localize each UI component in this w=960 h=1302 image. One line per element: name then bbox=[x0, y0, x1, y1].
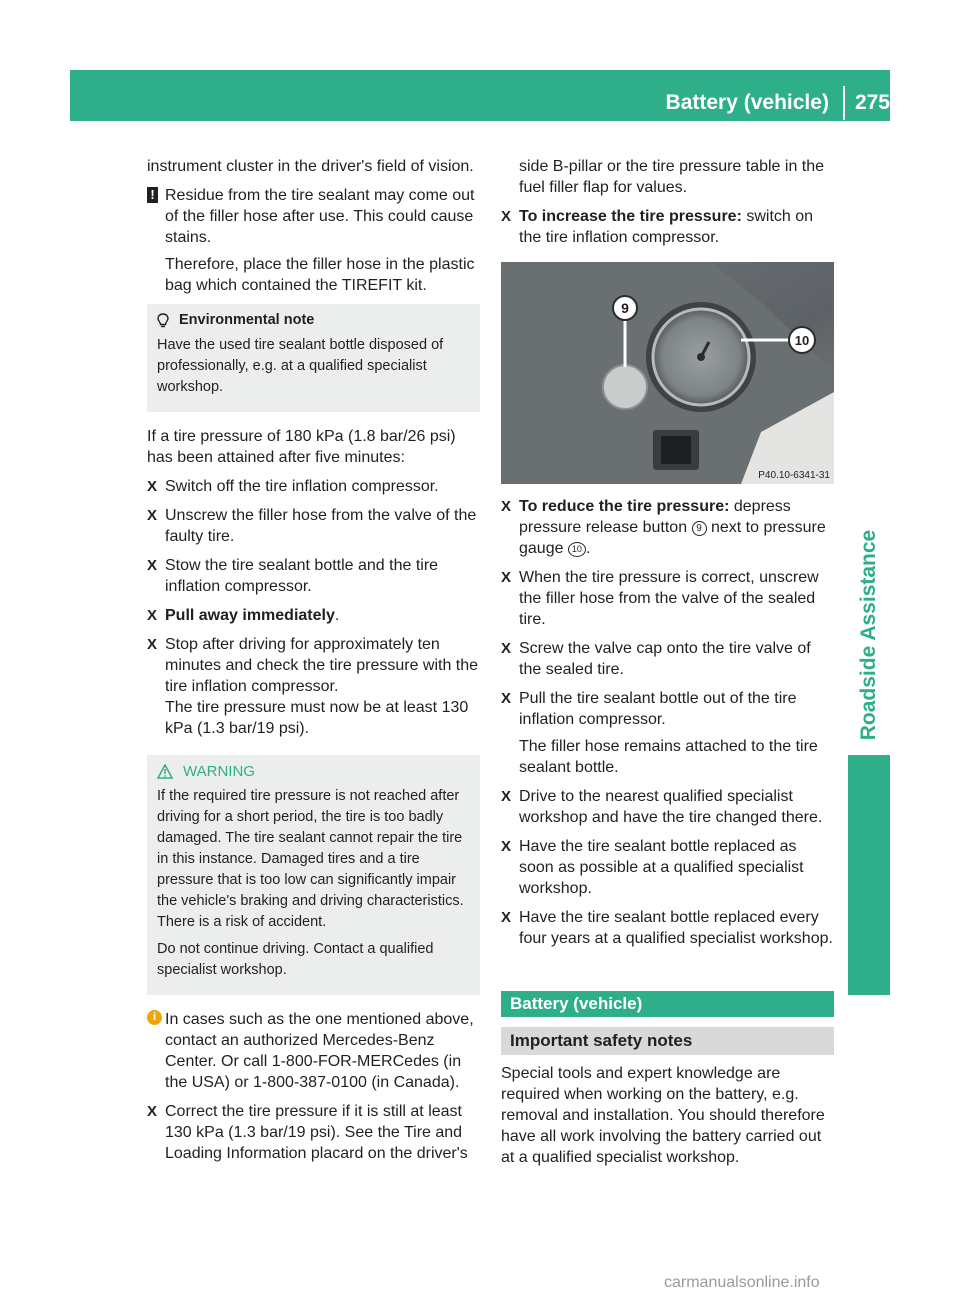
environmental-note-title: Environmental note bbox=[157, 310, 470, 331]
step-replace-bottle: X Have the tire sealant bottle replaced as soon as possible at a qualified specialist workshop. bbox=[501, 838, 804, 897]
warning-box bbox=[147, 755, 480, 995]
caution-note bbox=[147, 185, 480, 248]
environmental-note-text: Have the used tire sealant bottle disposed of professionally, e.g. at a qualified specialist workshop. bbox=[157, 337, 444, 395]
step-arrow-icon: X bbox=[147, 607, 158, 624]
page-number: 275 bbox=[854, 91, 890, 114]
step-increase: X To increase the tire pressure: switch on the tire inflation compressor. bbox=[501, 208, 814, 246]
step-switch-off: X Switch off the tire inflation compressor. bbox=[147, 478, 439, 495]
pull-bottle-sub: The filler hose remains attached to the tire sealant bottle. bbox=[519, 738, 818, 776]
step-unscrew: X Unscrew the filler hose from the valve of the faulty tire. bbox=[147, 507, 477, 545]
step-screw-cap: X Screw the valve cap onto the tire valve of the sealed tire. bbox=[501, 640, 811, 678]
continued-text: side B-pillar or the tire pressure table in the fuel filler flap for values. bbox=[519, 158, 825, 196]
right-column bbox=[501, 156, 834, 1176]
step-pull-bottle: X Pull the tire sealant bottle out of the tire inflation compressor. bbox=[501, 690, 797, 728]
callout-9: 9 bbox=[621, 300, 629, 316]
watermark: carmanualsonline.info bbox=[664, 1274, 820, 1291]
side-tab bbox=[848, 755, 890, 995]
exclamation-icon: ! bbox=[147, 187, 158, 203]
step-arrow-icon: X bbox=[147, 1103, 158, 1120]
caution-text-1: Residue from the tire sealant may come out of the filler hose after use. This could cause stains. bbox=[165, 187, 475, 246]
step-arrow-icon: X bbox=[501, 788, 512, 805]
step-arrow-icon: X bbox=[501, 640, 512, 657]
step-arrow-icon: X bbox=[147, 478, 158, 495]
caution-text-2: Therefore, place the filler hose in the plastic bag which contained the TIREFIT kit. bbox=[165, 256, 475, 294]
lightbulb-icon bbox=[157, 313, 169, 329]
pressure-paragraph: If a tire pressure of 180 kPa (1.8 bar/26 psi) has been attained after five minutes: bbox=[147, 428, 456, 466]
left-column bbox=[147, 156, 480, 1172]
compressor-photo bbox=[501, 262, 834, 484]
step-arrow-icon: X bbox=[501, 838, 512, 855]
section-heading: Battery (vehicle) bbox=[501, 991, 834, 1017]
warning-text-2: Do not continue driving. Contact a qualified specialist workshop. bbox=[157, 941, 434, 978]
step-stow: X Stow the tire sealant bottle and the tire inflation compressor. bbox=[147, 557, 439, 595]
header-title bbox=[666, 88, 890, 118]
environmental-note-box bbox=[147, 304, 480, 412]
intro-text: instrument cluster in the driver's field of vision. bbox=[147, 158, 474, 175]
step-stop: X Stop after driving for approximately ten minutes and check the tire pressure with the tire inflation compressor. bbox=[147, 636, 479, 695]
info-icon: i bbox=[147, 1010, 162, 1025]
header-section: Battery (vehicle) bbox=[665, 91, 829, 114]
warning-triangle-icon bbox=[157, 764, 173, 779]
header-divider bbox=[843, 86, 845, 120]
step-arrow-icon: X bbox=[501, 690, 512, 707]
step-arrow-icon: X bbox=[147, 557, 158, 574]
step-drive-workshop: X Drive to the nearest qualified specialist workshop and have the tire changed there. bbox=[501, 788, 823, 826]
step-replace-four-years: X Have the tire sealant bottle replaced every four years at a qualified specialist workshop. bbox=[501, 909, 833, 947]
step-stop-sub: The tire pressure must now be at least 130 kPa (1.3 bar/19 psi). bbox=[165, 699, 469, 737]
subsection-heading: Important safety notes bbox=[501, 1027, 834, 1055]
step-arrow-icon: X bbox=[147, 636, 158, 653]
step-correct-pressure: X Correct the tire pressure if it is still at least 130 kPa (1.3 bar/19 psi). See the Tire and Loading Information placard on the driver's bbox=[147, 1103, 468, 1162]
step-unscrew-hose: X When the tire pressure is correct, unscrew the filler hose from the valve of the sealed tire. bbox=[501, 569, 819, 628]
step-arrow-icon: X bbox=[501, 208, 512, 225]
warning-text-1: If the required tire pressure is not reached after driving for a short period, the tire is too badly damaged. The tire sealant cannot repair the tire in this instance. Damaged tires and a tire pressure that is too low can significantly impair the vehicle's braking and driving characteristics. There is a risk of accident. bbox=[157, 788, 464, 930]
step-reduce: X To reduce the tire pressure: depress pressure release button 9 next to pressure gauge 10 . bbox=[501, 498, 826, 557]
safety-text: Special tools and expert knowledge are required when working on the battery, e.g. removal and installation. You should therefore have all work involving the battery carried out at a qualified specialist workshop. bbox=[501, 1065, 825, 1166]
side-tab-label-wrap bbox=[836, 520, 902, 750]
step-arrow-icon: X bbox=[501, 569, 512, 586]
step-arrow-icon: X bbox=[501, 909, 512, 926]
warning-title: WARNING bbox=[157, 761, 470, 782]
callout-ref-10: 10 bbox=[568, 542, 586, 557]
callout-ref-9: 9 bbox=[692, 521, 707, 536]
side-tab-label: Roadside Assistance bbox=[857, 529, 881, 741]
callout-10: 10 bbox=[794, 333, 810, 348]
step-arrow-icon: X bbox=[147, 507, 158, 524]
step-arrow-icon: X bbox=[501, 498, 512, 515]
figure-code: P40.10-6341-31 bbox=[758, 470, 830, 481]
info-note: i In cases such as the one mentioned above, contact an authorized Mercedes-Benz Center. Or call 1-800-FOR-MERCedes (in the USA) or 1-800-387-0100 (in Canada). bbox=[147, 1009, 480, 1093]
step-pull-away: X Pull away immediately. bbox=[147, 607, 340, 624]
